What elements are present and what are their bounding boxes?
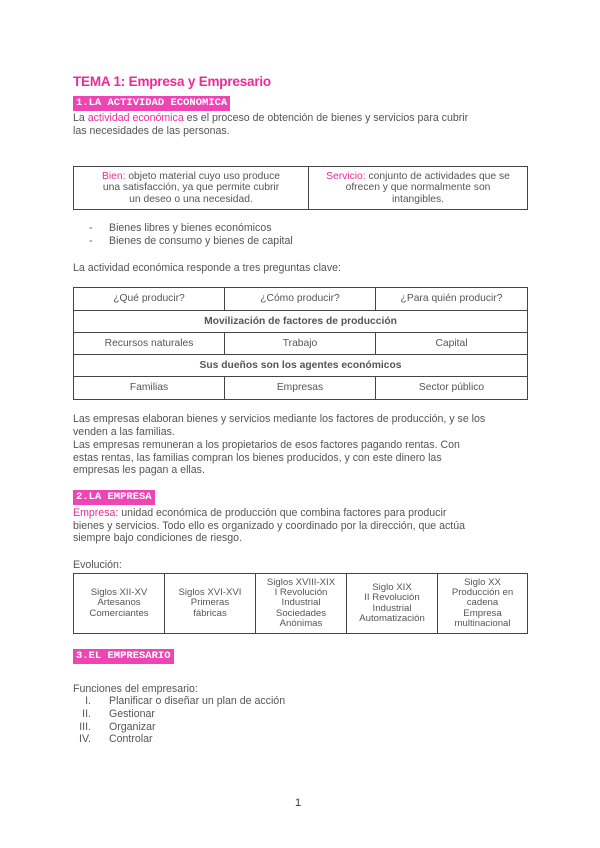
para1-line1: Las empresas elaboran bienes y servicios mediante los factores de producción, y se los	[73, 413, 486, 425]
bullet-text: Bienes libres y bienes económicos	[109, 222, 272, 234]
evolution-table	[73, 573, 528, 634]
intro-paragraph	[73, 112, 533, 137]
bien-line1: objeto material cuyo uso produce	[125, 171, 281, 183]
functions-label: Funciones del empresario:	[73, 683, 198, 695]
companies-paragraph-1	[73, 413, 543, 438]
evolution-text: cadena	[466, 597, 499, 609]
servicio-line3: intangibles.	[391, 193, 445, 205]
bien-line2: una satisfacción, ya que permite cubrir	[102, 182, 280, 194]
term-bien: Bien:	[101, 171, 126, 183]
questions-intro: La actividad económica responde a tres preguntas clave:	[73, 262, 341, 274]
evolution-text: multinacional	[454, 617, 511, 629]
servicio-line1: conjunto de actividades que se	[365, 171, 510, 183]
term-servicio: Servicio:	[326, 171, 366, 183]
evolution-period: Siglo XIX	[372, 582, 412, 594]
page-number: 1	[295, 797, 302, 809]
bullet-text: Bienes de consumo y bienes de capital	[109, 234, 293, 247]
bien-cell	[74, 167, 309, 210]
function-text: Controlar	[109, 733, 153, 746]
list-numeral: II.	[82, 707, 91, 720]
intro-line1: es el proceso de obtención de bienes y servicios para cubrir	[183, 112, 469, 124]
list-item	[73, 695, 285, 708]
evolution-cell	[256, 574, 347, 634]
owners-heading: Sus dueños son los agentes económicos	[74, 355, 528, 377]
evolution-text: Artesanos	[97, 597, 141, 609]
para2-line1: Las empresas remuneran a los propietarios de esos factores pagando rentas. Con	[73, 439, 460, 451]
list-item: - Bienes de consumo y bienes de capital	[89, 234, 293, 247]
evolution-text: fábricas	[193, 607, 227, 619]
bien-line3: un deseo o una necesidad.	[129, 193, 253, 205]
bien-servicio-table	[73, 166, 528, 210]
evolution-text: Primeras	[190, 597, 230, 609]
agent-companies: Empresas	[225, 377, 376, 400]
list-numeral: III.	[79, 720, 91, 733]
evolution-period: Siglo XX	[464, 576, 501, 588]
evolution-period: Siglos XII-XV	[90, 587, 148, 599]
function-text: Planificar o diseñar un plan de acción	[109, 695, 286, 707]
para2-line3: empresas les pagan a ellas.	[73, 464, 205, 477]
def-line1: unidad económica de producción que combina factores para producir	[118, 507, 447, 519]
section-heading-2: 2.LA EMPRESA	[73, 490, 155, 505]
section-heading-3: 3.EL EMPRESARIO	[73, 649, 174, 664]
evolution-period: Siglos XVI-XVI	[178, 587, 242, 599]
empresa-definition	[73, 507, 543, 545]
evolution-cell	[438, 574, 528, 634]
evolution-text: Automatización	[359, 612, 425, 624]
section-heading-1: 1.LA ACTIVIDAD ECONOMICA	[73, 96, 230, 111]
factor-capital: Capital	[376, 333, 528, 355]
evolution-label: Evolución:	[73, 559, 122, 571]
function-text: Gestionar	[109, 707, 155, 720]
servicio-line2: ofrecen y que normalmente son	[345, 182, 491, 194]
para1-line2: venden a las familias.	[73, 425, 175, 438]
companies-paragraph-2	[73, 439, 533, 477]
list-numeral: IV.	[79, 733, 91, 746]
question-how: ¿Cómo producir?	[225, 288, 376, 311]
agent-families: Familias	[74, 377, 225, 400]
evolution-text: Industrial	[281, 597, 321, 609]
factor-labor: Trabajo	[225, 333, 376, 355]
functions-list	[73, 695, 285, 746]
evolution-text: Anónimas	[279, 617, 323, 629]
list-item	[73, 708, 285, 721]
term-actividad-economica: actividad económica	[87, 112, 184, 124]
list-item	[73, 733, 285, 746]
factor-natural-resources: Recursos naturales	[74, 333, 225, 355]
def-line3: siempre bajo condiciones de riesgo.	[73, 532, 243, 545]
evolution-text: Comerciantes	[89, 607, 149, 619]
agent-public-sector: Sector público	[376, 377, 528, 400]
question-for-whom: ¿Para quién producir?	[376, 288, 528, 311]
page-title: TEMA 1: Empresa y Empresario	[73, 74, 271, 89]
intro-line2: las necesidades de las personas.	[73, 124, 230, 137]
list-numeral: I.	[85, 695, 91, 707]
evolution-cell	[347, 574, 438, 634]
evolution-period: Siglos XVIII-XIX	[266, 576, 336, 588]
evolution-text: Industrial	[372, 602, 412, 614]
bullet-list	[73, 222, 293, 248]
def-line2: bienes y servicios. Todo ello es organizado y coordinado por la dirección, que actúa	[73, 519, 466, 532]
economic-questions-table	[73, 287, 528, 400]
function-text: Organizar	[109, 720, 156, 733]
list-item: - Bienes libres y bienes económicos	[89, 222, 272, 234]
factors-heading: Movilización de factores de producción	[74, 311, 528, 333]
evolution-text: II Revolución	[364, 592, 420, 604]
evolution-cell	[74, 574, 165, 634]
evolution-text: I Revolución	[274, 587, 328, 599]
evolution-text: Empresa	[463, 607, 502, 619]
question-what: ¿Qué producir?	[74, 288, 225, 311]
evolution-text: Sociedades	[275, 607, 327, 619]
list-item	[73, 721, 285, 734]
term-empresa: Empresa:	[73, 507, 119, 519]
servicio-cell	[309, 167, 528, 210]
evolution-text: Producción en	[451, 587, 514, 599]
intro-prefix: La	[73, 112, 88, 124]
para2-line2: estas rentas, las familias compran los bienes producidos, y con este dinero las	[73, 451, 442, 464]
evolution-cell	[165, 574, 256, 634]
